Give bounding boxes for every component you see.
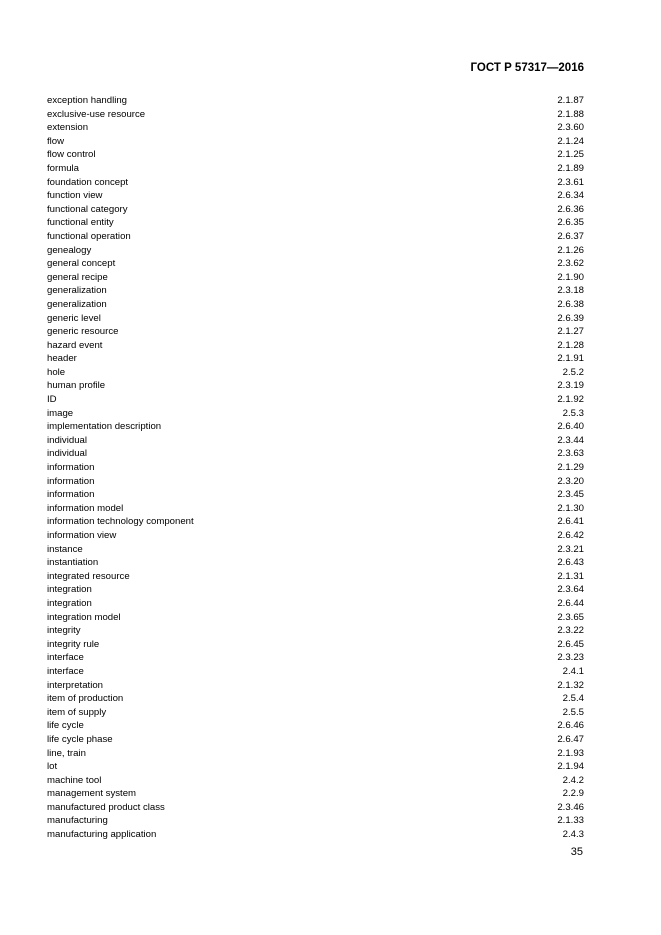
index-entry	[47, 108, 584, 122]
index-reference-number: 2.1.25	[557, 149, 584, 161]
index-term: individual	[47, 448, 88, 460]
index-reference-number: 2.1.28	[557, 339, 584, 351]
index-term: instance	[47, 543, 83, 555]
index-term: individual	[47, 434, 88, 446]
index-reference-number: 2.1.89	[557, 162, 584, 174]
index-reference-number: 2.5.2	[562, 366, 584, 378]
index-entry	[47, 787, 584, 801]
index-term: manufactured product class	[47, 801, 165, 813]
index-term: image	[47, 407, 74, 419]
index-term: information model	[47, 502, 124, 514]
index-entry	[47, 624, 584, 638]
index-reference-number: 2.1.24	[557, 135, 584, 147]
index-reference-number: 2.1.92	[557, 394, 584, 406]
index-reference-number: 2.4.2	[562, 774, 584, 786]
index-reference-number: 2.1.31	[557, 570, 584, 582]
index-reference-number: 2.1.90	[557, 271, 584, 283]
index-entry	[47, 339, 584, 353]
index-entry	[47, 393, 584, 407]
index-entry	[47, 216, 584, 230]
index-reference-number: 2.6.44	[557, 597, 584, 609]
index-term: function view	[47, 190, 103, 202]
index-entry-list	[47, 94, 584, 842]
index-entry	[47, 420, 584, 434]
index-reference-number: 2.3.64	[557, 584, 584, 596]
index-reference-number: 2.4.1	[562, 665, 584, 677]
index-entry	[47, 814, 584, 828]
index-reference-number: 2.3.61	[557, 176, 584, 188]
index-reference-number: 2.6.39	[557, 312, 584, 324]
index-entry	[47, 774, 584, 788]
index-term: functional category	[47, 203, 128, 215]
index-term: interface	[47, 665, 84, 677]
index-entry	[47, 529, 584, 543]
index-entry	[47, 434, 584, 448]
index-term: generic level	[47, 312, 101, 324]
document-header	[471, 62, 584, 74]
index-reference-number: 2.3.63	[557, 448, 584, 460]
index-entry	[47, 94, 584, 108]
index-term: item of production	[47, 693, 124, 705]
index-term: information	[47, 475, 95, 487]
index-reference-number: 2.5.3	[562, 407, 584, 419]
index-reference-number: 2.3.18	[557, 285, 584, 297]
index-entry	[47, 597, 584, 611]
index-term: life cycle phase	[47, 733, 113, 745]
standard-designation: ГОСТ Р 57317—2016	[470, 62, 584, 74]
index-entry	[47, 461, 584, 475]
index-term: generalization	[47, 285, 107, 297]
index-term: general recipe	[47, 271, 108, 283]
index-reference-number: 2.5.4	[562, 693, 584, 705]
index-term: extension	[47, 122, 89, 134]
index-entry	[47, 230, 584, 244]
index-entry	[47, 189, 584, 203]
index-reference-number: 2.6.42	[557, 530, 584, 541]
index-term: integration model	[47, 611, 121, 623]
index-term: item of supply	[47, 706, 107, 718]
index-term: life cycle	[47, 720, 84, 732]
index-term: functional operation	[47, 230, 131, 242]
index-term: formula	[47, 162, 79, 174]
index-entry	[47, 162, 584, 176]
index-term: lot	[47, 761, 58, 773]
index-reference-number: 2.6.34	[557, 190, 584, 202]
index-entry	[47, 244, 584, 258]
index-entry	[47, 638, 584, 652]
index-reference-number: 2.3.21	[557, 543, 584, 555]
index-term: information technology component	[47, 516, 194, 528]
index-term: information	[47, 462, 95, 474]
index-term: manufacturing	[47, 815, 108, 827]
index-reference-number: 2.5.5	[562, 706, 584, 718]
index-term: integrity rule	[47, 638, 100, 650]
index-reference-number: 2.1.33	[557, 815, 584, 827]
index-reference-number: 2.1.88	[557, 108, 584, 120]
index-reference-number: 2.1.27	[557, 326, 584, 338]
index-term: functional entity	[47, 217, 114, 229]
index-reference-number: 2.3.65	[557, 611, 584, 623]
index-reference-number: 2.1.30	[557, 502, 584, 514]
index-reference-number: 2.6.41	[557, 516, 584, 528]
index-reference-number: 2.6.38	[557, 298, 584, 310]
index-term: hazard event	[47, 339, 103, 351]
index-term: management system	[47, 788, 137, 800]
index-entry	[47, 298, 584, 312]
index-term: ID	[47, 394, 57, 406]
index-entry	[47, 121, 584, 135]
index-term: flow control	[47, 149, 96, 161]
index-entry	[47, 611, 584, 625]
index-entry	[47, 366, 584, 380]
index-entry	[47, 257, 584, 271]
index-term: general concept	[47, 258, 116, 270]
index-entry	[47, 801, 584, 815]
index-entry	[47, 447, 584, 461]
index-entry	[47, 352, 584, 366]
index-entry	[47, 488, 584, 502]
index-entry	[47, 760, 584, 774]
index-term: line, train	[47, 747, 86, 759]
index-reference-number: 2.4.3	[562, 829, 584, 841]
index-term: exception handling	[47, 95, 128, 106]
index-reference-number: 2.1.26	[557, 244, 584, 256]
index-entry	[47, 515, 584, 529]
index-reference-number: 2.3.60	[557, 122, 584, 134]
index-entry	[47, 583, 584, 597]
index-term: information view	[47, 530, 117, 541]
index-term: generalization	[47, 298, 107, 310]
index-entry	[47, 651, 584, 665]
index-term: manufacturing application	[47, 829, 157, 841]
index-entry	[47, 733, 584, 747]
index-entry	[47, 719, 584, 733]
index-entry	[47, 665, 584, 679]
index-term: integration	[47, 584, 92, 596]
index-entry	[47, 679, 584, 693]
index-reference-number: 2.1.94	[557, 761, 584, 773]
index-reference-number: 2.6.45	[557, 638, 584, 650]
index-reference-number: 2.1.91	[557, 353, 584, 365]
index-entry	[47, 475, 584, 489]
index-reference-number: 2.2.9	[562, 788, 584, 800]
page-number: 35	[570, 846, 583, 858]
index-term: flow	[47, 135, 65, 147]
index-term: machine tool	[47, 774, 102, 786]
index-entry	[47, 176, 584, 190]
index-entry	[47, 284, 584, 298]
index-entry	[47, 502, 584, 516]
index-entry	[47, 325, 584, 339]
index-reference-number: 2.1.32	[557, 679, 584, 691]
index-term: human profile	[47, 380, 106, 392]
index-reference-number: 2.3.45	[557, 489, 584, 501]
index-entry	[47, 706, 584, 720]
index-reference-number: 2.6.46	[557, 720, 584, 732]
index-reference-number: 2.6.37	[557, 230, 584, 242]
index-entry	[47, 747, 584, 761]
index-reference-number: 2.6.36	[557, 203, 584, 215]
index-reference-number: 2.6.43	[557, 557, 584, 569]
index-reference-number: 2.6.40	[557, 421, 584, 433]
index-term: generic resource	[47, 326, 119, 338]
index-entry	[47, 570, 584, 584]
index-term: foundation concept	[47, 176, 129, 188]
index-reference-number: 2.3.62	[557, 258, 584, 270]
index-entry	[47, 379, 584, 393]
index-reference-number: 2.3.23	[557, 652, 584, 664]
index-reference-number: 2.3.22	[557, 625, 584, 637]
index-entry	[47, 828, 584, 842]
index-term: integrity	[47, 625, 81, 637]
index-entry	[47, 312, 584, 326]
index-term: instantiation	[47, 557, 99, 569]
index-entry	[47, 148, 584, 162]
index-reference-number: 2.1.93	[557, 747, 584, 759]
index-term: interpretation	[47, 679, 103, 691]
index-term: exclusive-use resource	[47, 108, 146, 120]
index-reference-number: 2.6.47	[557, 733, 584, 745]
index-reference-number: 2.3.44	[557, 434, 584, 446]
index-reference-number: 2.3.19	[557, 380, 584, 392]
index-term: header	[47, 353, 77, 365]
index-reference-number: 2.1.29	[557, 462, 584, 474]
index-entry	[47, 543, 584, 557]
index-term: implementation description	[47, 421, 162, 433]
index-reference-number: 2.1.87	[557, 95, 584, 106]
index-term: genealogy	[47, 244, 92, 256]
index-entry	[47, 271, 584, 285]
index-entry	[47, 556, 584, 570]
index-entry	[47, 692, 584, 706]
index-entry	[47, 135, 584, 149]
index-entry	[47, 407, 584, 421]
index-reference-number: 2.6.35	[557, 217, 584, 229]
index-term: integration	[47, 597, 92, 609]
index-term: interface	[47, 652, 84, 664]
index-term: integrated resource	[47, 570, 130, 582]
index-term: information	[47, 489, 95, 501]
index-entry	[47, 203, 584, 217]
index-reference-number: 2.3.20	[557, 475, 584, 487]
index-term: hole	[47, 366, 66, 378]
index-reference-number: 2.3.46	[557, 801, 584, 813]
